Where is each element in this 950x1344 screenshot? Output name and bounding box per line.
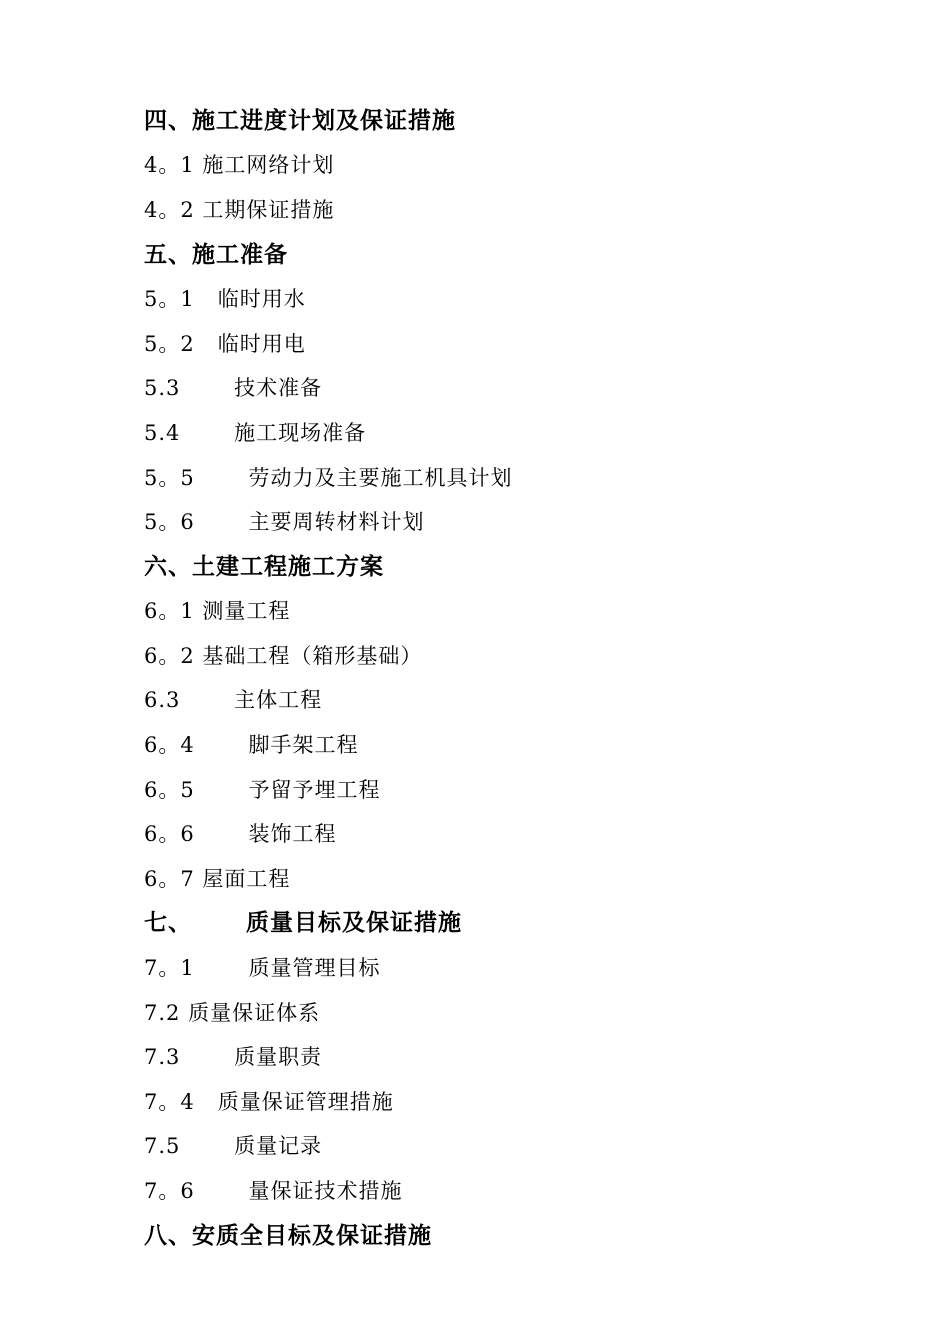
toc-item-6-1: 6。1 测量工程 bbox=[144, 599, 291, 623]
toc-heading-5: 五、施工准备 bbox=[144, 241, 288, 268]
toc-item-7-1: 7。1 质量管理目标 bbox=[144, 956, 381, 980]
toc-item-6-5: 6。5 予留予埋工程 bbox=[144, 778, 381, 802]
toc-item-6-6: 6。6 装饰工程 bbox=[144, 822, 337, 846]
toc-heading-8: 八、安质全目标及保证措施 bbox=[144, 1222, 432, 1249]
toc-item-6-7: 6。7 屋面工程 bbox=[144, 867, 291, 891]
toc-item-5-2: 5。2 临时用电 bbox=[144, 332, 306, 356]
toc-item-6-2: 6。2 基础工程（箱形基础） bbox=[144, 644, 423, 668]
toc-item-4-2: 4。2 工期保证措施 bbox=[144, 198, 335, 222]
toc-item-7-4: 7。4 质量保证管理措施 bbox=[144, 1090, 394, 1114]
toc-heading-4: 四、施工进度计划及保证措施 bbox=[144, 107, 456, 134]
toc-item-5-3: 5.3 技术准备 bbox=[144, 376, 323, 400]
toc-item-6-4: 6。4 脚手架工程 bbox=[144, 733, 359, 757]
toc-item-5-5: 5。5 劳动力及主要施工机具计划 bbox=[144, 466, 513, 490]
toc-item-5-1: 5。1 临时用水 bbox=[144, 287, 306, 311]
toc-item-6-3: 6.3 主体工程 bbox=[144, 688, 323, 712]
toc-heading-6: 六、土建工程施工方案 bbox=[144, 553, 384, 580]
toc-item-5-4: 5.4 施工现场准备 bbox=[144, 421, 367, 445]
toc-item-4-1: 4。1 施工网络计划 bbox=[144, 153, 335, 177]
toc-heading-7: 七、 质量目标及保证措施 bbox=[144, 909, 463, 936]
toc-item-7-3: 7.3 质量职责 bbox=[144, 1045, 323, 1069]
toc-item-7-6: 7。6 量保证技术措施 bbox=[144, 1179, 403, 1203]
toc-item-7-2: 7.2 质量保证体系 bbox=[144, 1001, 321, 1025]
toc-item-5-6: 5。6 主要周转材料计划 bbox=[144, 510, 425, 534]
toc-item-7-5: 7.5 质量记录 bbox=[144, 1134, 323, 1158]
